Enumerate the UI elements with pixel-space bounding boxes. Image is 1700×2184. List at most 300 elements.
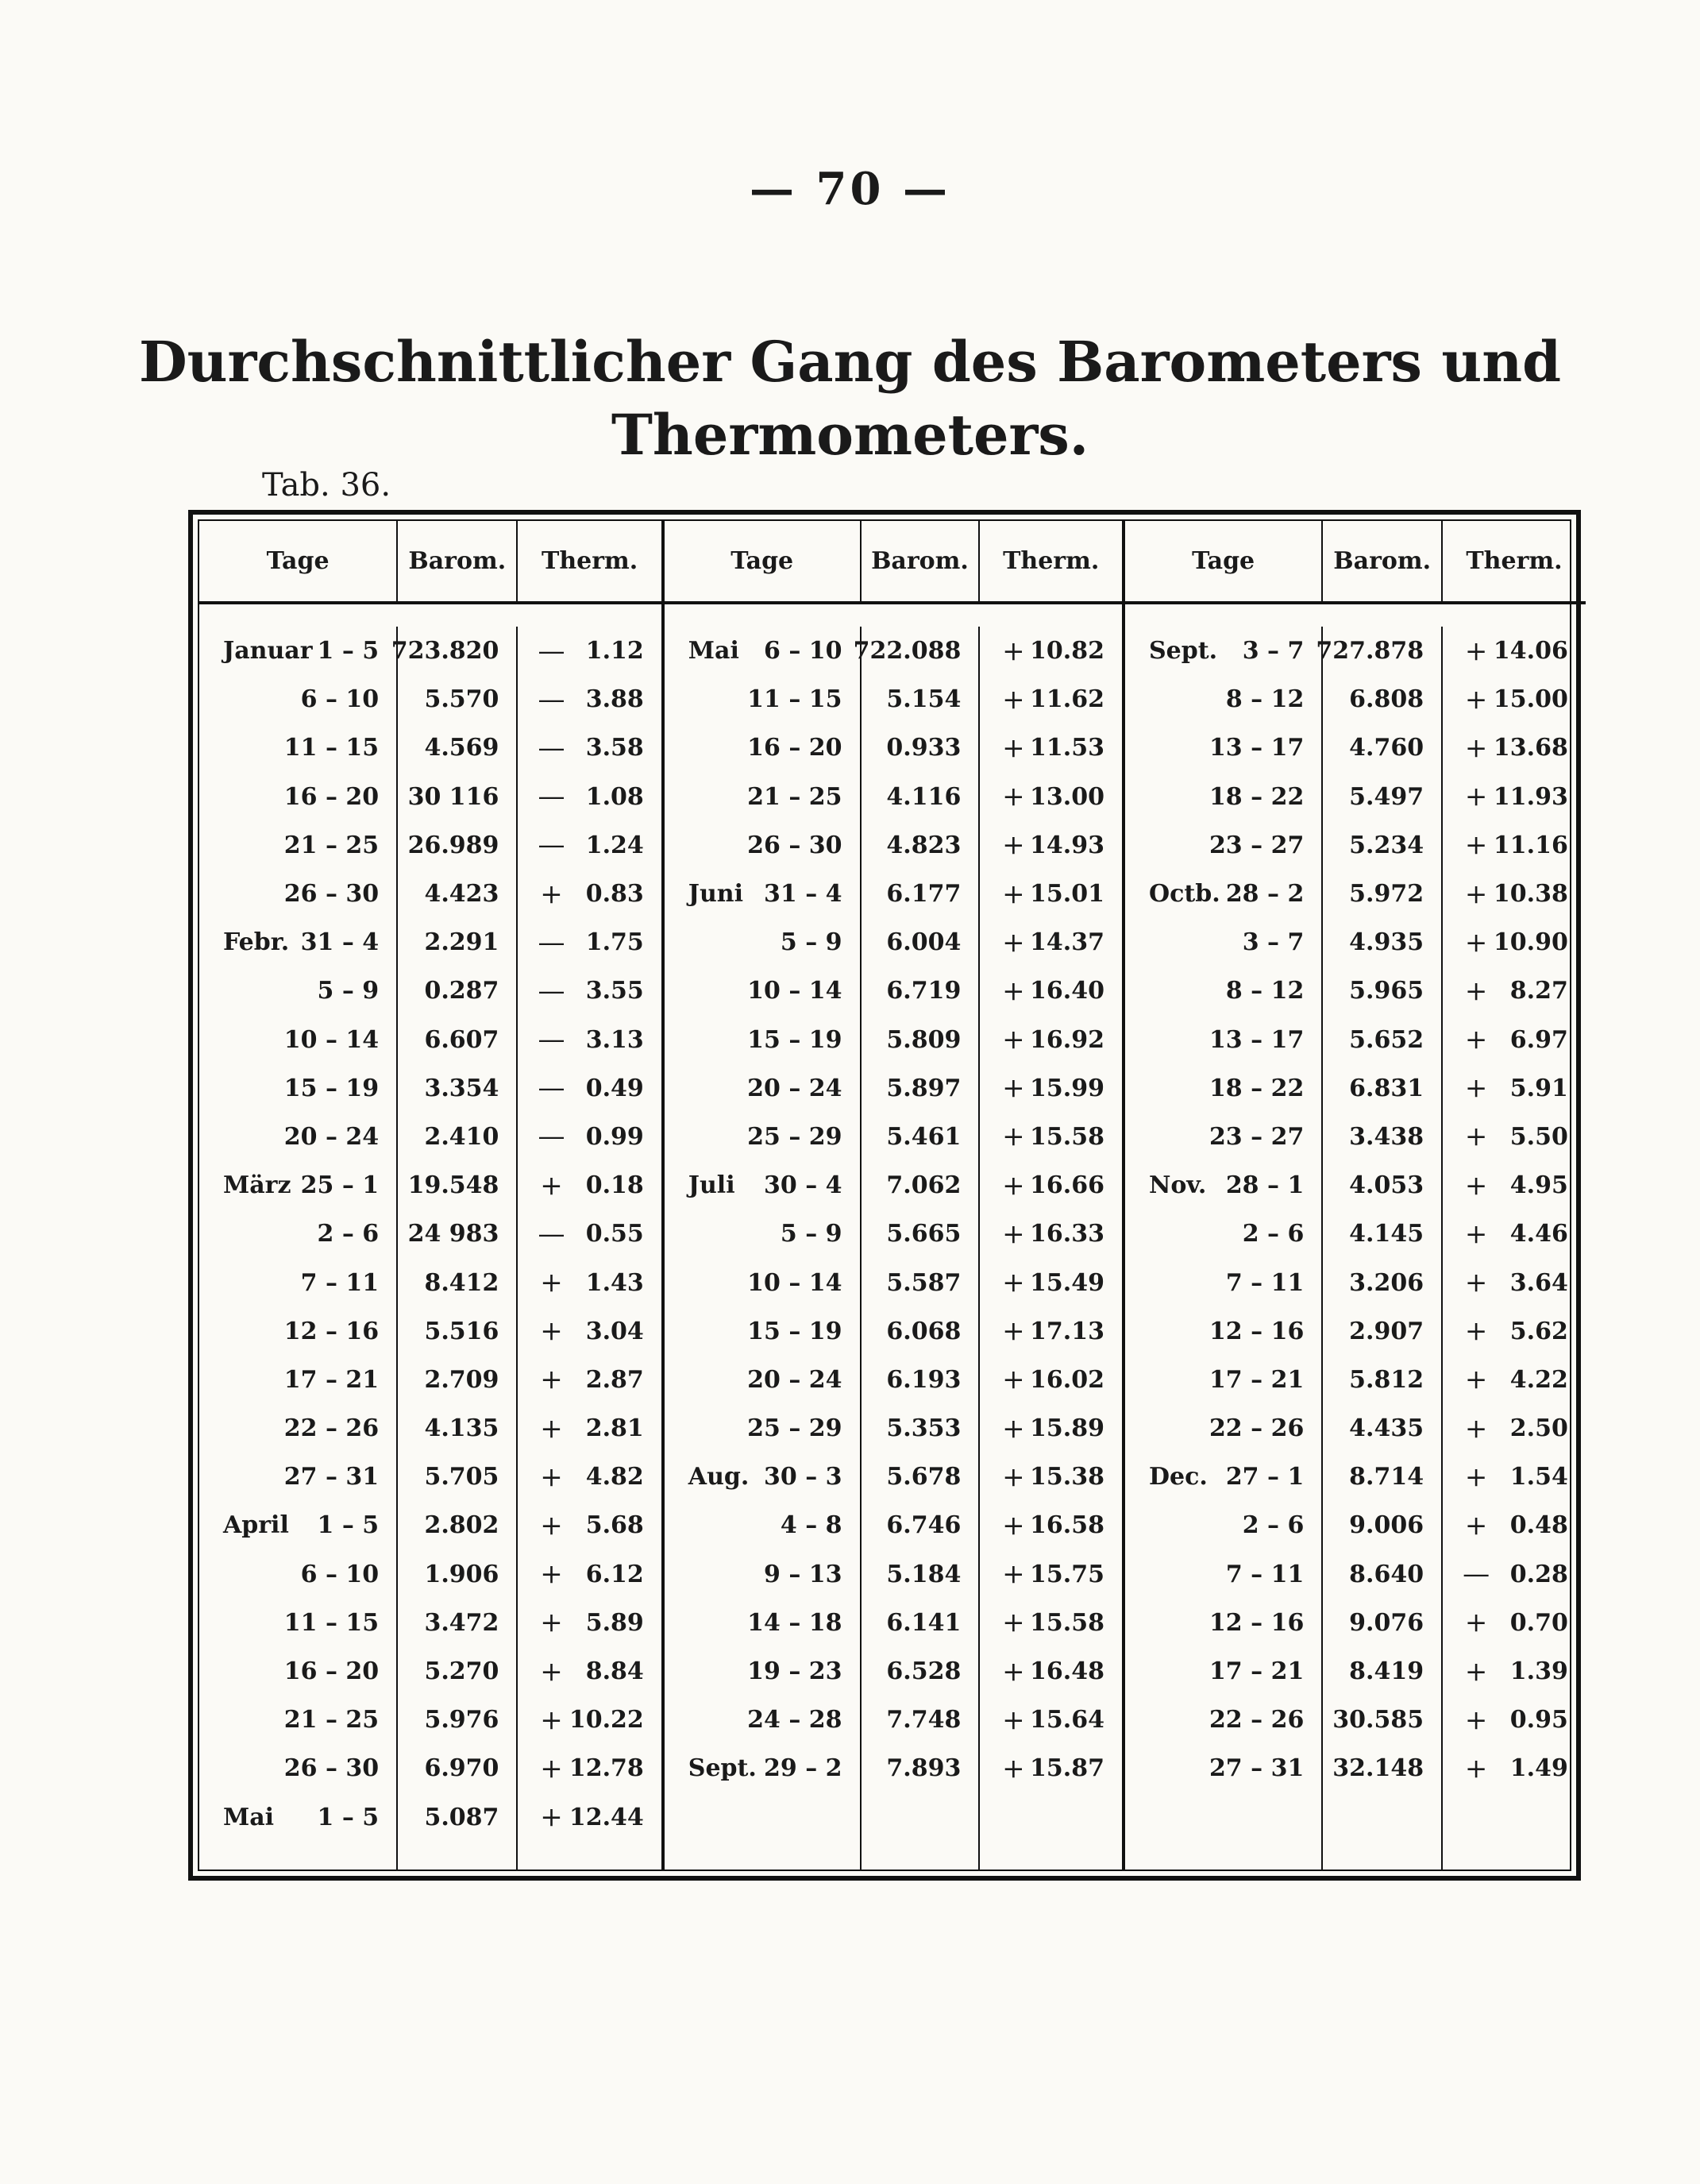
day-range: 12 – 16 xyxy=(1209,1317,1305,1345)
header-tage: Tage xyxy=(199,521,398,601)
therm-value: 0.48 xyxy=(1509,1511,1568,1540)
therm-value: 15.58 xyxy=(1030,1608,1104,1637)
therm-sign: + xyxy=(1002,1169,1025,1202)
day-range: 2 – 6 xyxy=(317,1220,380,1248)
therm-value: 4.46 xyxy=(1509,1220,1568,1248)
day-range: 29 – 2 xyxy=(764,1754,842,1783)
therm-value: 16.02 xyxy=(1030,1365,1104,1394)
therm-cell xyxy=(980,1599,1122,1647)
barom-value: 8.419 xyxy=(1349,1657,1424,1686)
table-row xyxy=(1125,1550,1321,1599)
barom-value: 26.989 xyxy=(407,831,499,859)
day-range: 1 – 5 xyxy=(317,637,380,666)
therm-value: 1.43 xyxy=(585,1268,644,1297)
header-barom: Barom. xyxy=(1323,521,1443,601)
therm-value: 5.62 xyxy=(1509,1317,1568,1345)
barom-value: 5.972 xyxy=(1349,880,1424,909)
therm-sign: + xyxy=(540,1364,563,1396)
barom-value: 7.893 xyxy=(886,1754,962,1783)
barom-value: 5.976 xyxy=(424,1706,499,1734)
therm-cell xyxy=(980,1258,1122,1306)
day-range: 27 – 31 xyxy=(1209,1754,1305,1783)
barom-value: 5.497 xyxy=(1349,782,1424,811)
therm-value: 3.88 xyxy=(585,685,644,714)
barom-value: 4.823 xyxy=(886,831,962,859)
month-label: Juni xyxy=(688,880,744,909)
therm-cell xyxy=(1443,1210,1586,1258)
day-range: 31 – 4 xyxy=(764,880,842,909)
day-range: 3 – 7 xyxy=(1242,928,1305,957)
therm-sign: — xyxy=(538,926,565,959)
day-range: 20 – 24 xyxy=(747,1074,842,1102)
therm-sign: — xyxy=(1463,1558,1490,1591)
therm-sign: — xyxy=(538,683,565,716)
table-row xyxy=(199,627,396,675)
therm-sign: + xyxy=(1002,1509,1025,1542)
barom-value: 6.193 xyxy=(886,1365,962,1394)
page-title xyxy=(0,326,1700,472)
therm-cell xyxy=(518,627,661,675)
barom-value: 2.907 xyxy=(1349,1317,1424,1345)
therm-value: 12.44 xyxy=(569,1803,644,1831)
table-row xyxy=(665,1113,860,1161)
table-row xyxy=(199,1064,396,1113)
therm-sign: — xyxy=(538,1121,565,1153)
therm-value: 10.90 xyxy=(1493,928,1568,957)
table-row xyxy=(199,773,396,821)
therm-value: 4.82 xyxy=(585,1463,644,1491)
barom-value: 4.760 xyxy=(1349,734,1424,762)
header-therm: Therm. xyxy=(542,547,638,575)
therm-cell xyxy=(1443,1453,1586,1501)
therm-cell xyxy=(518,918,661,967)
therm-cell xyxy=(518,1696,661,1744)
tage-column xyxy=(665,627,862,1870)
therm-cell xyxy=(518,723,661,772)
therm-value: 5.50 xyxy=(1509,1122,1568,1151)
therm-cell xyxy=(1443,1599,1586,1647)
day-range: 28 – 1 xyxy=(1225,1171,1305,1200)
table-group-3 xyxy=(1125,521,1586,1870)
therm-value: 5.68 xyxy=(585,1511,644,1540)
therm-cell xyxy=(980,1113,1122,1161)
day-range: 5 – 9 xyxy=(780,1220,842,1248)
table-row xyxy=(199,870,396,918)
table-row xyxy=(1125,967,1321,1015)
therm-sign: + xyxy=(1002,1315,1025,1348)
barom-value: 4.569 xyxy=(424,734,499,762)
therm-cell xyxy=(1443,1696,1586,1744)
therm-sign: + xyxy=(1002,1655,1025,1688)
table-row xyxy=(1125,1016,1321,1064)
therm-value: 10.38 xyxy=(1493,880,1568,909)
table-row xyxy=(665,1161,860,1210)
table-row xyxy=(665,1501,860,1549)
therm-sign: + xyxy=(540,1412,563,1445)
therm-cell xyxy=(980,1550,1122,1599)
day-range: 21 – 25 xyxy=(283,1706,380,1734)
therm-value: 1.54 xyxy=(1509,1463,1568,1491)
therm-cell xyxy=(518,1113,661,1161)
day-range: 18 – 22 xyxy=(1209,782,1305,811)
day-range: 17 – 21 xyxy=(1209,1657,1305,1686)
therm-sign: — xyxy=(538,1217,565,1250)
therm-cell xyxy=(1443,1501,1586,1549)
table-row xyxy=(199,1113,396,1161)
barom-value: 727.878 xyxy=(1316,637,1424,666)
barom-value: 9.006 xyxy=(1349,1511,1424,1540)
therm-sign: + xyxy=(1002,926,1025,959)
table-row xyxy=(199,821,396,870)
therm-value: 15.89 xyxy=(1030,1414,1104,1443)
day-range: 25 – 1 xyxy=(300,1171,380,1200)
therm-value: 4.22 xyxy=(1509,1365,1568,1394)
therm-cell xyxy=(1443,870,1586,918)
day-range: 25 – 29 xyxy=(747,1122,842,1151)
table-row xyxy=(665,1258,860,1306)
therm-value: 3.58 xyxy=(585,734,644,762)
table-header-row xyxy=(665,521,1122,604)
table-row xyxy=(1125,1113,1321,1161)
therm-sign: + xyxy=(1464,731,1488,764)
table-row xyxy=(199,723,396,772)
barom-value: 6.068 xyxy=(886,1317,962,1345)
day-range: 8 – 12 xyxy=(1225,977,1305,1005)
therm-cell xyxy=(518,1793,661,1842)
therm-sign: + xyxy=(1002,1704,1025,1736)
barom-value: 32.148 xyxy=(1332,1754,1424,1783)
therm-sign: + xyxy=(540,1169,563,1202)
barom-value: 5.678 xyxy=(886,1463,962,1491)
table-row xyxy=(665,1647,860,1696)
day-range: 8 – 12 xyxy=(1225,685,1305,714)
month-label: Mai xyxy=(223,1803,275,1831)
barom-value: 9.076 xyxy=(1349,1608,1424,1637)
therm-value: 0.70 xyxy=(1509,1608,1568,1637)
tage-column xyxy=(1125,627,1323,1870)
table-header-row xyxy=(1125,521,1586,604)
table-row xyxy=(665,1696,860,1744)
day-range: 11 – 15 xyxy=(283,1608,380,1637)
therm-sign: + xyxy=(1464,878,1488,910)
therm-sign: + xyxy=(540,1655,563,1688)
day-range: 25 – 29 xyxy=(747,1414,842,1443)
barom-value: 6.141 xyxy=(886,1608,962,1637)
day-range: 9 – 13 xyxy=(764,1560,842,1588)
therm-cell xyxy=(1443,1258,1586,1306)
day-range: 28 – 2 xyxy=(1225,880,1305,909)
barom-value: 4.053 xyxy=(1349,1171,1424,1200)
month-label: Octb. xyxy=(1149,880,1220,909)
therm-cell xyxy=(518,1647,661,1696)
therm-value: 0.99 xyxy=(585,1122,644,1151)
title-line-2: Thermometers. xyxy=(611,402,1089,468)
therm-cell xyxy=(518,1258,661,1306)
barom-value: 5.897 xyxy=(886,1074,962,1102)
table-row xyxy=(665,1404,860,1453)
table-row xyxy=(665,1550,860,1599)
therm-sign: — xyxy=(538,781,565,813)
therm-value: 15.01 xyxy=(1030,880,1104,909)
table-row xyxy=(665,773,860,821)
table-row xyxy=(199,1453,396,1501)
barom-value: 6.177 xyxy=(886,880,962,909)
therm-sign: + xyxy=(1002,1121,1025,1153)
barom-value: 8.640 xyxy=(1349,1560,1424,1588)
therm-sign: — xyxy=(538,635,565,667)
day-range: 15 – 19 xyxy=(747,1025,842,1054)
table-row xyxy=(1125,918,1321,967)
therm-value: 1.49 xyxy=(1509,1754,1568,1783)
barom-value: 30.585 xyxy=(1332,1706,1424,1734)
table-row xyxy=(199,675,396,723)
therm-cell xyxy=(980,1356,1122,1404)
barom-value: 3.206 xyxy=(1349,1268,1424,1297)
barom-value: 6.528 xyxy=(886,1657,962,1686)
day-range: 10 – 14 xyxy=(283,1025,380,1054)
barom-column xyxy=(1316,627,1443,1870)
therm-sign: + xyxy=(1002,974,1025,1007)
barom-value: 6.719 xyxy=(886,977,962,1005)
barom-value: 4.935 xyxy=(1349,928,1424,957)
table-row xyxy=(1125,627,1321,675)
data-table xyxy=(188,510,1581,1881)
day-range: 5 – 9 xyxy=(780,928,842,957)
barom-column xyxy=(853,627,981,1870)
therm-cell xyxy=(1443,1647,1586,1696)
therm-sign: + xyxy=(540,878,563,910)
month-label: Juli xyxy=(688,1171,735,1200)
therm-value: 11.93 xyxy=(1493,782,1568,811)
therm-sign: + xyxy=(1002,1752,1025,1785)
therm-sign: + xyxy=(1464,1364,1488,1396)
barom-value: 8.412 xyxy=(424,1268,499,1297)
barom-value: 5.965 xyxy=(1349,977,1424,1005)
barom-value: 723.820 xyxy=(391,637,499,666)
day-range: 23 – 27 xyxy=(1209,1122,1305,1151)
therm-value: 1.08 xyxy=(585,782,644,811)
barom-value: 5.087 xyxy=(424,1803,499,1831)
barom-value: 8.714 xyxy=(1349,1463,1424,1491)
therm-value: 4.95 xyxy=(1509,1171,1568,1200)
therm-value: 3.13 xyxy=(585,1025,644,1054)
day-range: 22 – 26 xyxy=(1209,1706,1305,1734)
therm-sign: + xyxy=(540,1801,563,1834)
barom-value: 4.145 xyxy=(1349,1220,1424,1248)
month-label: Aug. xyxy=(688,1463,750,1491)
barom-value: 5.587 xyxy=(886,1268,962,1297)
therm-value: 16.40 xyxy=(1030,977,1104,1005)
table-row xyxy=(1125,1696,1321,1744)
therm-sign: + xyxy=(1464,926,1488,959)
table-row xyxy=(665,675,860,723)
day-range: 26 – 30 xyxy=(747,831,842,859)
day-range: 1 – 5 xyxy=(317,1511,380,1540)
therm-cell xyxy=(1443,918,1586,967)
page-number: — 70 — xyxy=(750,163,950,215)
therm-value: 15.49 xyxy=(1030,1268,1104,1297)
therm-column xyxy=(518,627,661,1870)
barom-value: 6.808 xyxy=(1349,685,1424,714)
therm-cell xyxy=(1443,723,1586,772)
therm-sign: + xyxy=(1002,1364,1025,1396)
therm-cell xyxy=(518,1453,661,1501)
therm-sign: + xyxy=(1464,635,1488,667)
therm-sign: + xyxy=(1002,1072,1025,1105)
table-row xyxy=(665,918,860,967)
therm-cell xyxy=(518,967,661,1015)
therm-cell xyxy=(980,1647,1122,1696)
therm-sign: + xyxy=(540,1704,563,1736)
day-range: 13 – 17 xyxy=(1209,734,1305,762)
table-row xyxy=(665,1064,860,1113)
therm-sign: + xyxy=(1002,635,1025,667)
barom-value: 5.516 xyxy=(424,1317,499,1345)
header-therm: Therm. xyxy=(1466,547,1563,575)
day-range: 2 – 6 xyxy=(1242,1220,1305,1248)
day-range: 16 – 20 xyxy=(283,1657,380,1686)
barom-value: 2.410 xyxy=(424,1122,499,1151)
therm-value: 16.66 xyxy=(1030,1171,1104,1200)
header-barom: Barom. xyxy=(398,521,518,601)
barom-value: 5.184 xyxy=(886,1560,962,1588)
therm-cell xyxy=(980,1016,1122,1064)
day-range: 2 – 6 xyxy=(1242,1511,1305,1540)
header-barom: Barom. xyxy=(862,521,981,601)
day-range: 11 – 15 xyxy=(283,734,380,762)
barom-value: 2.709 xyxy=(424,1365,499,1394)
table-row xyxy=(199,1501,396,1549)
barom-value: 4.423 xyxy=(424,880,499,909)
barom-value: 5.809 xyxy=(886,1025,962,1054)
therm-cell xyxy=(980,1210,1122,1258)
therm-sign: — xyxy=(538,974,565,1007)
barom-value: 6.746 xyxy=(886,1511,962,1540)
therm-value: 13.68 xyxy=(1493,734,1568,762)
therm-cell xyxy=(980,1453,1122,1501)
therm-sign: + xyxy=(1464,1315,1488,1348)
table-row xyxy=(1125,1161,1321,1210)
table-body xyxy=(198,519,1571,1871)
day-range: 6 – 10 xyxy=(300,685,380,714)
day-range: 12 – 16 xyxy=(1209,1608,1305,1637)
therm-cell xyxy=(518,1550,661,1599)
therm-value: 6.97 xyxy=(1509,1025,1568,1054)
table-row xyxy=(199,967,396,1015)
therm-sign: + xyxy=(1464,1267,1488,1299)
day-range: 16 – 20 xyxy=(283,782,380,811)
therm-value: 16.58 xyxy=(1030,1511,1104,1540)
barom-value: 3.472 xyxy=(424,1608,499,1637)
therm-value: 0.55 xyxy=(585,1220,644,1248)
table-row xyxy=(199,1258,396,1306)
tage-column xyxy=(199,627,398,1870)
therm-value: 15.58 xyxy=(1030,1122,1104,1151)
day-range: 26 – 30 xyxy=(283,880,380,909)
therm-sign: + xyxy=(1002,781,1025,813)
therm-sign: + xyxy=(1464,974,1488,1007)
day-range: 24 – 28 xyxy=(747,1706,842,1734)
therm-cell xyxy=(518,1064,661,1113)
therm-cell xyxy=(1443,1064,1586,1113)
day-range: 7 – 11 xyxy=(1225,1560,1305,1588)
therm-cell xyxy=(980,870,1122,918)
table-row xyxy=(1125,1258,1321,1306)
table-row xyxy=(665,1210,860,1258)
month-label: April xyxy=(223,1511,289,1540)
therm-cell xyxy=(518,1307,661,1356)
therm-cell xyxy=(1443,1307,1586,1356)
day-range: 30 – 3 xyxy=(764,1463,842,1491)
therm-cell xyxy=(518,870,661,918)
table-row xyxy=(665,821,860,870)
month-label: Sept. xyxy=(688,1754,757,1783)
day-range: 15 – 19 xyxy=(747,1317,842,1345)
day-range: 20 – 24 xyxy=(747,1365,842,1394)
barom-value: 5.812 xyxy=(1349,1365,1424,1394)
therm-cell xyxy=(980,773,1122,821)
table-row xyxy=(1125,675,1321,723)
barom-value: 4.435 xyxy=(1349,1414,1424,1443)
therm-cell xyxy=(1443,1744,1586,1792)
therm-cell xyxy=(1443,1016,1586,1064)
therm-sign: + xyxy=(1002,1412,1025,1445)
therm-sign: + xyxy=(1464,1072,1488,1105)
therm-value: 13.00 xyxy=(1030,782,1104,811)
therm-sign: + xyxy=(1002,1461,1025,1493)
barom-value: 6.970 xyxy=(424,1754,499,1783)
therm-cell xyxy=(518,1599,661,1647)
therm-cell xyxy=(980,1501,1122,1549)
therm-sign: + xyxy=(1464,1607,1488,1639)
day-range: 6 – 10 xyxy=(300,1560,380,1588)
therm-value: 3.64 xyxy=(1509,1268,1568,1297)
day-range: 4 – 8 xyxy=(780,1511,842,1540)
therm-sign: — xyxy=(538,1072,565,1105)
table-label: Tab. 36. xyxy=(262,467,391,504)
therm-cell xyxy=(1443,1161,1586,1210)
table-row xyxy=(1125,1647,1321,1696)
therm-value: 0.28 xyxy=(1509,1560,1568,1588)
table-row xyxy=(665,870,860,918)
day-range: 22 – 26 xyxy=(1209,1414,1305,1443)
therm-value: 2.87 xyxy=(585,1365,644,1394)
table-row xyxy=(199,1793,396,1842)
therm-value: 0.18 xyxy=(585,1171,644,1200)
day-range: 12 – 16 xyxy=(283,1317,380,1345)
barom-value: 5.705 xyxy=(424,1463,499,1491)
therm-sign: + xyxy=(1002,829,1025,862)
therm-cell xyxy=(980,967,1122,1015)
day-range: 20 – 24 xyxy=(283,1122,380,1151)
day-range: 1 – 5 xyxy=(317,1803,380,1831)
therm-sign: + xyxy=(540,1509,563,1542)
therm-cell xyxy=(980,627,1122,675)
table-row xyxy=(665,723,860,772)
therm-cell xyxy=(518,773,661,821)
therm-value: 1.24 xyxy=(585,831,644,859)
table-row xyxy=(1125,821,1321,870)
therm-sign: — xyxy=(538,1024,565,1056)
therm-cell xyxy=(518,1356,661,1404)
therm-cell xyxy=(980,1696,1122,1744)
barom-value: 722.088 xyxy=(853,637,962,666)
therm-value: 16.48 xyxy=(1030,1657,1104,1686)
barom-value: 5.652 xyxy=(1349,1025,1424,1054)
month-label: Nov. xyxy=(1149,1171,1207,1200)
table-row xyxy=(1125,723,1321,772)
barom-value: 7.748 xyxy=(886,1706,962,1734)
